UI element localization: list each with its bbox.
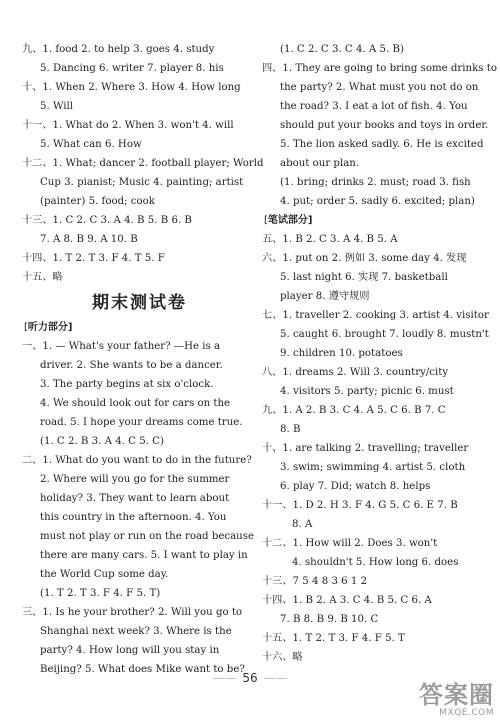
answer-line: 4. We should look out for cars on the: [40, 398, 231, 409]
answer-line: 4. put; order 5. sadly 6. excited; plan): [280, 196, 475, 207]
answer-line: must not play or run on the road because: [40, 531, 254, 542]
answer-line: 9. children 10. potatoes: [280, 348, 403, 359]
answer-line: 四、1. They are going to bring some drinks to: [262, 63, 497, 74]
answer-line: 九、1. A 2. B 3. C 4. A 5. C 6. B 7. C: [262, 405, 446, 416]
answer-line: 十、1. When 2. Where 3. How 4. How long: [22, 82, 241, 93]
answer-line: 3. swim; swimming 4. artist 5. cloth: [280, 462, 466, 473]
answer-line: 十四、1. T 2. T 3. F 4. T 5. F: [22, 253, 165, 264]
answer-line: about our plan.: [280, 158, 360, 169]
answer-line: road. 5. I hope your dreams come true.: [40, 417, 243, 428]
answer-line: 5. last night 6. 实现 7. basketball: [280, 272, 448, 283]
answer-line: the party? 2. What must you not do on: [280, 82, 479, 93]
answer-line: 5. caught 6. brought 7. loudly 8. mustn't: [280, 329, 489, 340]
answer-line: (1. C 2. C 3. C 4. A 5. B): [280, 44, 404, 55]
answer-line: 2. Where will you go for the summer: [40, 474, 230, 485]
exam-title: 期末测试卷: [92, 293, 187, 313]
answer-line: 五、1. B 2. C 3. A 4. B 5. A: [262, 234, 398, 245]
page-number: —— 56 ——: [0, 669, 500, 688]
answer-line: player 8. 遵守规则: [280, 291, 370, 302]
answer-line: 三、1. Is he your brother? 2. Will you go to: [22, 607, 243, 618]
answer-line: 八、1. dreams 2. Will 3. country/city: [262, 367, 449, 378]
answer-line: 十四、1. B 2. A 3. C 4. B 5. C 6. A: [262, 595, 432, 606]
answer-line: 十五、1. T 2. T 3. F 4. F 5. T: [262, 633, 405, 644]
left-column: [22, 40, 264, 679]
answer-line: should put your books and toys in order.: [280, 120, 489, 131]
answer-line: holiday? 3. They want to learn about: [40, 493, 230, 504]
answer-line: 十五、略: [22, 272, 63, 283]
watermark-logo: 答案圈: [419, 681, 494, 709]
right-column: [262, 40, 497, 667]
answer-line: party? 4. How long will you stay in: [40, 645, 220, 656]
answer-line: this country in the afternoon. 4. You: [40, 512, 227, 523]
answer-line: the World Cup some day.: [40, 569, 169, 580]
answer-line: 4. visitors 5. party; picnic 6. must: [280, 386, 454, 397]
answer-line: 六、1. put on 2. 例如 3. some day 4. 发现: [262, 253, 467, 264]
answer-line: 6. play 7. Did; watch 8. helps: [280, 481, 431, 492]
answer-line: 十二、1. What; dancer 2. football player; World: [22, 158, 264, 169]
watermark-url: MXQE.COM: [439, 708, 494, 718]
answer-line: Shanghai next week? 3. Where is the: [40, 626, 232, 637]
answer-line: 十六、略: [262, 652, 303, 663]
answer-line: (1. C 2. B 3. A 4. C 5. C): [40, 436, 164, 447]
answer-line: 十、1. are talking 2. travelling; traveller: [262, 443, 469, 454]
answer-line: 十一、1. What do 2. When 3. won't 4. will: [22, 120, 234, 131]
answer-line: Cup 3. pianist; Music 4. painting; artist: [40, 177, 244, 188]
answer-line: 5. Will: [40, 101, 74, 112]
answer-line: 5. What can 6. How: [40, 139, 142, 150]
answer-line: driver. 2. She wants to be a dancer.: [40, 360, 223, 371]
answer-line: 3. The party begins at six o'clock.: [40, 379, 214, 390]
answer-line: 一、1. — What's your father? —He is a: [22, 341, 221, 352]
answer-line: 7. B 8. B 9. B 10. C: [280, 614, 379, 625]
answer-line: 7. A 8. B 9. A 10. B: [40, 234, 138, 245]
answer-line: 4. shouldn't 5. How long 6. does: [292, 557, 459, 568]
written-section-label: [ 笔试部分]: [262, 213, 312, 228]
answer-line: 十三、1. C 2. C 3. A 4. B 5. B 6. B: [22, 215, 192, 226]
answer-line: Beijing? 5. What does Mike want to be?: [40, 664, 245, 675]
answer-line: (painter) 5. food; cook: [40, 196, 155, 207]
answer-line: 十三、7 5 4 8 3 6 1 2: [262, 576, 368, 587]
answer-line: 九、1. food 2. to help 3. goes 4. study: [22, 44, 215, 55]
answer-line: 二、1. What do you want to do in the future?: [22, 455, 252, 466]
answer-line: 七、1. traveller 2. cooking 3. artist 4. visitor: [262, 310, 489, 321]
answer-line: 5. Dancing 6. writer 7. player 8. his: [40, 63, 224, 74]
answer-line: 十一、1. D 2. H 3. F 4. G 5. C 6. E 7. B: [262, 500, 458, 511]
answer-line: (1. bring; drinks 2. must; road 3. fish: [280, 177, 471, 188]
answer-line: 8. A: [292, 519, 313, 530]
answer-line: 十二、1. How will 2. Does 3. won't: [262, 538, 438, 549]
answer-line: 5. The lion asked sadly. 6. He is excited: [280, 139, 484, 150]
answer-line: there are many cars. 5. I want to play in: [40, 550, 248, 561]
answer-line: 8. B: [280, 424, 301, 435]
answer-line: the road? 3. I eat a lot of fish. 4. You: [280, 101, 468, 112]
listening-section-label: [ 听力部分]: [22, 320, 72, 335]
answer-line: (1. T 2. T 3. F 4. F 5. T): [40, 588, 161, 599]
site-watermark: [416, 682, 494, 720]
